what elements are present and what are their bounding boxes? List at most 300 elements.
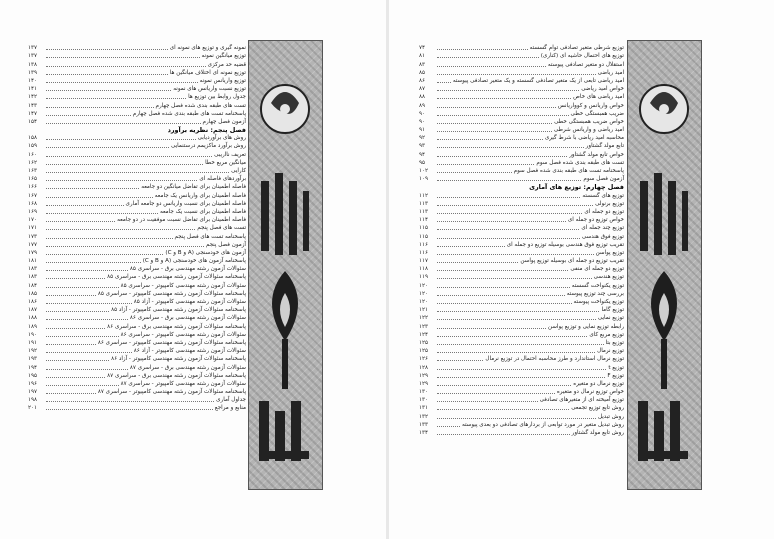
dot-leader xyxy=(437,188,527,189)
dot-leader xyxy=(437,65,546,67)
toc-entry xyxy=(28,273,246,281)
toc-entry xyxy=(28,142,246,150)
toc-entry xyxy=(28,69,246,77)
toc-entry-page-number: ۱۲۵ xyxy=(419,348,429,355)
toc-entry xyxy=(28,232,246,240)
dot-leader xyxy=(46,359,109,361)
toc-entry-page-number: ۱۶۵ xyxy=(28,176,38,183)
toc-entry-page-number: ۱۷۷ xyxy=(28,241,38,248)
toc-entry-page-number: ۸۳ xyxy=(419,61,426,68)
toc-entry-title: سئوالات آزمون رشته مهندسی کامپیوتر - سراسری ۸۵ xyxy=(120,282,246,289)
dot-leader xyxy=(46,318,128,320)
toc-entry-title: توزیع نمونه ای اختلاف میانگین ها xyxy=(169,69,246,76)
toc-entry-title: تقریب توزیع فوق هندسی بوسیله توزیع دو جمله ای xyxy=(506,241,624,248)
dot-leader xyxy=(437,277,592,279)
toc-entry xyxy=(419,388,624,396)
toc-entry xyxy=(419,150,624,158)
dot-leader xyxy=(437,253,594,255)
toc-entry-title: جدول روابط بین توزیع ها xyxy=(188,94,246,101)
dot-leader xyxy=(437,196,580,198)
toc-entry-title: پاسخنامه سئوالات آزمون رشته مهندسی برق - سراسری ۸۶ xyxy=(107,323,246,330)
toc-entry-page-number: ۱۸۴ xyxy=(28,282,38,289)
toc-entry xyxy=(28,134,246,142)
toc-entry xyxy=(28,298,246,306)
toc-entry-page-number: ۱۳۷ xyxy=(28,53,38,60)
toc-entry xyxy=(419,77,624,85)
dot-leader xyxy=(437,433,570,435)
dot-leader xyxy=(437,417,596,419)
dot-leader xyxy=(46,335,119,337)
toc-entry-page-number: ۱۱۳ xyxy=(419,208,429,215)
toc-entry-title: توزیع یکنواخت گسسته xyxy=(571,282,624,289)
toc-entry-page-number: ۱۳۰ xyxy=(419,397,429,404)
dot-leader xyxy=(46,179,197,181)
dot-leader xyxy=(46,310,109,312)
toc-entry-title: روش تابع مولد گشتاور xyxy=(571,430,624,436)
dot-leader xyxy=(46,392,96,394)
toc-entry-title: آزمون فصل چهارم xyxy=(202,118,246,125)
dot-leader xyxy=(437,228,579,230)
dot-leader xyxy=(46,56,200,58)
toc-entry xyxy=(419,69,624,77)
dot-leader xyxy=(437,335,587,337)
dot-leader xyxy=(437,56,539,58)
dot-leader xyxy=(46,220,115,222)
toc-entry-page-number: ۱۱۲ xyxy=(419,192,429,199)
toc-entry-page-number: ۱۹۱ xyxy=(28,339,38,346)
toc-entry-title: امید ریاضی تابعی از یک متغیر تصادفی گسسته و یک متغیر تصادفی پیوسته xyxy=(452,77,624,84)
toc-entry xyxy=(419,355,624,363)
toc-entry-title: پاسخنامه تست های فصل پنجم xyxy=(174,233,246,240)
toc-entry-page-number: ۱۲۰ xyxy=(419,290,429,297)
toc-entry-title: توزیع میانگین نمونه xyxy=(201,53,246,60)
dot-leader xyxy=(437,130,552,132)
toc-entry-page-number: ۸۷ xyxy=(419,86,426,93)
dot-leader xyxy=(46,351,132,353)
toc-entry-title: روش برآورد ماکزیمم درستنمایی xyxy=(170,143,246,150)
toc-entry-page-number: ۱۳۹ xyxy=(28,69,38,76)
toc-entry-title: پاسخنامه سئوالات آزمون رشته مهندسی کامپیوتر - آزاد ۸۵ xyxy=(111,307,246,314)
dot-leader xyxy=(46,204,124,206)
toc-entry-title: توزیع نرمال xyxy=(597,348,624,355)
toc-entry-page-number: ۱۸۱ xyxy=(28,258,38,265)
toc-entry xyxy=(28,110,246,118)
toc-entry-page-number: ۱۸۳ xyxy=(28,266,38,273)
toc-entry xyxy=(419,347,624,355)
toc-entry-title: سئوالات آزمون رشته مهندسی برق - سراسری ۸۶ xyxy=(129,315,246,322)
toc-entry-title: تست های فصل پنجم xyxy=(197,225,246,232)
toc-entry-title: امید ریاضی xyxy=(597,69,624,76)
dot-leader xyxy=(46,163,203,165)
toc-entry xyxy=(28,388,246,396)
dot-leader xyxy=(437,400,538,402)
dot-leader xyxy=(437,138,543,140)
toc-entry xyxy=(419,191,624,199)
toc-entry-page-number: ۱۱۳ xyxy=(419,200,429,207)
dot-leader xyxy=(46,131,166,132)
toc-entry xyxy=(419,142,624,150)
toc-entry-page-number: ۱۲۹ xyxy=(419,380,429,387)
dot-leader xyxy=(46,212,158,214)
toc-entry-page-number: ۱۸۳ xyxy=(28,274,38,281)
toc-entry-page-number: ۱۹۸ xyxy=(28,397,38,404)
dot-leader xyxy=(46,384,119,386)
dot-leader xyxy=(437,171,512,173)
toc-entry-page-number: ۹۰ xyxy=(419,110,426,117)
dot-leader xyxy=(46,294,96,296)
toc-entry-title: فاصله اطمینان برای تفاضل میانگین دو جامعه xyxy=(141,184,246,191)
toc-entry xyxy=(419,101,624,109)
toc-entry xyxy=(419,126,624,134)
dot-leader xyxy=(437,48,528,50)
toc-entry-page-number: ۱۶۰ xyxy=(28,151,38,158)
toc-entry-title: توزیع t xyxy=(608,364,624,371)
toc-entry-title: توزیع نسبت واریانس های نمونه xyxy=(173,86,246,93)
dot-leader xyxy=(46,286,119,288)
dot-leader xyxy=(437,204,593,206)
toc-entry-title: خواص واریانس و کوواریانس xyxy=(557,102,624,109)
toc-entry xyxy=(419,273,624,281)
toc-entry xyxy=(28,322,246,330)
toc-entry-page-number: ۱۹۷ xyxy=(28,389,38,396)
toc-entry xyxy=(419,85,624,93)
dot-leader xyxy=(46,171,229,173)
toc-entry xyxy=(419,372,624,380)
toc-entry xyxy=(419,110,624,118)
toc-entry-page-number: ۸۸ xyxy=(419,94,426,101)
toc-entry-page-number: ۱۲۲ xyxy=(419,315,429,322)
dot-leader xyxy=(437,286,570,288)
toc-entry-page-number: ۱۱۴ xyxy=(419,217,429,224)
toc-entry xyxy=(28,249,246,257)
toc-entry-page-number: ۱۹۰ xyxy=(28,331,38,338)
toc-entry-page-number: ۱۱۵ xyxy=(419,225,429,232)
toc-entry-title: توزیع نرمال استاندارد و طرز محاسبه احتمال در توزیع نرمال xyxy=(485,356,624,363)
toc-entry xyxy=(28,52,246,60)
dot-leader xyxy=(46,196,153,198)
toc-entry xyxy=(419,208,624,216)
toc-entry xyxy=(28,380,246,388)
dot-leader xyxy=(437,245,505,247)
table-of-contents xyxy=(419,44,624,437)
dot-leader xyxy=(46,48,168,50)
dot-leader xyxy=(46,245,204,247)
toc-entry xyxy=(28,167,246,175)
dot-leader xyxy=(437,179,581,181)
toc-entry xyxy=(419,93,624,101)
toc-entry-title: آزمون فصل پنجم xyxy=(205,241,246,248)
table-of-contents xyxy=(28,44,246,412)
toc-entry xyxy=(28,281,246,289)
toc-entry-title: سئوالات آزمون رشته مهندسی برق - سراسری ۸۷ xyxy=(129,364,246,371)
toc-entry-title: توزیع چند جمله ای xyxy=(581,225,624,232)
toc-entry-title: توزیع آمیخته ای از متغیرهای تصادفی xyxy=(539,397,624,404)
toc-entry-page-number: ۹۳ xyxy=(419,143,426,150)
toc-entry-page-number: ۱۴۱ xyxy=(28,86,38,93)
toc-entry xyxy=(419,396,624,404)
toc-entry xyxy=(28,306,246,314)
toc-entry xyxy=(28,159,246,167)
dot-leader xyxy=(46,187,139,189)
toc-entry-title: پاسخنامه سئوالات آزمون رشته مهندسی کامپیوتر - سراسری ۸۶ xyxy=(97,339,246,346)
toc-entry-page-number: ۱۱۸ xyxy=(419,266,429,273)
toc-entry-title: سئوالات آزمون رشته مهندسی برق - سراسری ۸۵ xyxy=(129,266,246,273)
toc-entry xyxy=(419,363,624,371)
dot-leader xyxy=(46,327,105,329)
toc-entry xyxy=(28,241,246,249)
toc-entry-title: سئوالات آزمون رشته مهندسی کامپیوتر - آزاد ۸۵ xyxy=(133,299,246,305)
dot-leader xyxy=(437,327,546,329)
toc-entry xyxy=(28,396,246,404)
dot-leader xyxy=(46,89,171,91)
toc-entry xyxy=(419,159,624,167)
toc-entry xyxy=(419,290,624,298)
dot-leader xyxy=(437,392,555,394)
toc-entry-page-number: ۱۹۴ xyxy=(28,364,38,371)
toc-entry-title: فاصله اطمینان برای نسبت یک جامعه xyxy=(159,208,246,215)
toc-entry-title: فصل چهارم: توزیع های آماری xyxy=(529,183,624,192)
toc-entry-page-number: ۹۵ xyxy=(419,159,426,166)
toc-entry xyxy=(28,314,246,322)
toc-entry xyxy=(419,380,624,388)
toc-entry-title: توزیع پواسن xyxy=(595,249,624,256)
toc-entry xyxy=(419,167,624,175)
toc-entry xyxy=(28,216,246,224)
toc-entry-page-number: ۱۹۵ xyxy=(28,372,38,379)
dot-leader xyxy=(46,237,173,239)
toc-entry-title: بررسی چند توزیع پیوسته xyxy=(566,290,624,297)
dot-leader xyxy=(437,163,534,165)
toc-entry xyxy=(28,331,246,339)
toc-entry-page-number: ۱۴۲ xyxy=(28,94,38,101)
dot-leader xyxy=(437,261,518,263)
toc-entry-page-number: ۱۳۴ xyxy=(419,430,429,436)
toc-entry xyxy=(419,281,624,289)
toc-entry-page-number: ۱۲۶ xyxy=(419,356,429,363)
dot-leader xyxy=(46,376,105,378)
toc-entry xyxy=(28,339,246,347)
toc-entry xyxy=(28,347,246,355)
toc-entry xyxy=(419,175,624,183)
toc-entry-title: توزیع گاما xyxy=(601,307,624,314)
toc-entry-page-number: ۸۶ xyxy=(419,77,426,84)
toc-entry-title: پاسخنامه سئوالات آزمون رشته مهندسی برق - سراسری ۸۷ xyxy=(107,372,246,379)
dot-leader xyxy=(437,212,582,214)
toc-entry-page-number: ۲۰۱ xyxy=(28,405,38,412)
dot-leader xyxy=(437,425,460,427)
toc-entry xyxy=(28,85,246,93)
dot-leader xyxy=(46,114,131,116)
dot-leader xyxy=(437,408,569,410)
toc-entry-page-number: ۱۱۶ xyxy=(419,241,429,248)
dot-leader xyxy=(46,81,198,83)
dot-leader xyxy=(437,73,596,75)
toc-entry xyxy=(419,52,624,60)
toc-entry xyxy=(28,355,246,363)
toc-entry-title: فاصله اطمینان برای تفاضل نسبت موفقیت در دو جامعه xyxy=(117,217,246,224)
toc-entry-page-number: ۱۲۱ xyxy=(419,307,429,314)
dot-leader xyxy=(437,359,483,361)
dot-leader xyxy=(46,277,105,279)
toc-entry-page-number: ۱۲۰ xyxy=(419,282,429,289)
toc-entry-page-number: ۱۳۰ xyxy=(419,389,429,396)
toc-entry-page-number: ۱۷۳ xyxy=(28,233,38,240)
toc-entry-page-number: ۱۶۸ xyxy=(28,200,38,207)
toc-entry-page-number: ۱۹۲ xyxy=(28,348,38,355)
dot-leader xyxy=(437,237,580,239)
toc-entry xyxy=(419,421,624,429)
toc-entry-title: تقریب توزیع دو جمله ای بوسیله توزیع پواسن xyxy=(520,258,624,265)
toc-entry-page-number: ۱۱۵ xyxy=(419,233,429,240)
toc-entry-title: توزیع برنولی xyxy=(595,200,624,207)
toc-entry-page-number: ۱۶۶ xyxy=(28,184,38,191)
dot-leader xyxy=(46,228,195,230)
toc-entry-page-number: ۱۶۷ xyxy=(28,192,38,199)
toc-entry-page-number: ۹۲ xyxy=(419,135,426,142)
left-page xyxy=(0,0,386,539)
toc-entry-title: فصل پنجم: نظریه برآورد xyxy=(167,126,246,135)
toc-entry-page-number: ۱۰۹ xyxy=(419,176,429,183)
toc-entry-page-number: ۸۱ xyxy=(419,53,426,60)
toc-entry-title: توزیع F xyxy=(607,372,624,379)
toc-entry-page-number: ۱۸۷ xyxy=(28,307,38,314)
toc-entry xyxy=(419,298,624,306)
toc-entry xyxy=(419,339,624,347)
toc-entry xyxy=(28,150,246,158)
toc-entry xyxy=(419,134,624,142)
toc-entry-page-number: ۱۲۹ xyxy=(419,372,429,379)
toc-entry-page-number: ۱۹۶ xyxy=(28,380,38,387)
toc-entry-page-number: ۱۷۹ xyxy=(28,249,38,256)
toc-entry-title: خواص توزیع نرمال دو متغیره xyxy=(556,389,624,396)
toc-entry-title: توزیع شرطی متغیر تصادفی توام گسسته xyxy=(529,45,624,52)
toc-entry xyxy=(419,44,624,52)
toc-entry-page-number: ۷۴ xyxy=(419,45,426,52)
toc-entry xyxy=(419,224,624,232)
dot-leader xyxy=(437,81,451,83)
toc-entry xyxy=(28,118,246,126)
toc-entry xyxy=(419,331,624,339)
toc-entry-title: تابع مولد گشتاور xyxy=(585,143,624,150)
dot-leader xyxy=(46,261,141,263)
toc-entry xyxy=(28,290,246,298)
publisher-logo-banner xyxy=(248,40,323,490)
toc-entry xyxy=(419,241,624,249)
toc-entry xyxy=(28,175,246,183)
dot-leader xyxy=(46,65,206,67)
dot-leader xyxy=(437,89,579,91)
toc-entry-page-number: ۱۷۰ xyxy=(28,217,38,224)
toc-entry-title: ضریب همبستگی خطی xyxy=(570,110,624,117)
toc-entry-page-number: ۱۲۵ xyxy=(419,339,429,346)
toc-entry-title: میانگین مربع خطا xyxy=(205,159,246,166)
toc-entry-page-number: ۱۵۹ xyxy=(28,143,38,150)
toc-entry xyxy=(419,118,624,126)
toc-entry-page-number: ۱۱۶ xyxy=(419,249,429,256)
dot-leader xyxy=(46,97,186,99)
dot-leader xyxy=(437,343,604,345)
toc-entry-title: امید ریاضی و واریانس شرطی xyxy=(553,127,624,134)
dot-leader xyxy=(437,220,566,222)
toc-entry-title: توزیع دو جمله ای xyxy=(584,208,624,215)
toc-entry-page-number: ۱۶۳ xyxy=(28,168,38,174)
toc-entry-page-number: ۱۶۹ xyxy=(28,208,38,215)
toc-entry-page-number: ۱۵۸ xyxy=(28,135,38,142)
toc-entry-page-number: ۱۳۲ xyxy=(419,413,429,420)
toc-entry-title: توزیع های احتمال حاشیه ای (کناری) xyxy=(540,53,624,60)
toc-entry-title: فاصله اطمینان برای نسبت واریانس دو جامعه آماری xyxy=(125,200,246,207)
toc-entry-title: توزیع نمایی xyxy=(597,315,624,322)
dot-leader xyxy=(46,253,163,255)
toc-entry xyxy=(419,404,624,412)
toc-entry-title: پاسخنامه تست های طبقه بندی شده فصل سوم xyxy=(513,168,624,174)
toc-entry-page-number: ۱۳۷ xyxy=(28,45,38,52)
dot-leader xyxy=(437,318,596,320)
toc-entry-title: پاسخنامه سئوالات آزمون رشته مهندسی برق - سراسری ۸۵ xyxy=(107,274,246,281)
toc-entry-title: تعریف نااریبی xyxy=(214,151,246,158)
dot-leader xyxy=(46,302,132,304)
toc-entry-title: پاسخنامه تست های طبقه بندی شده فصل چهارم xyxy=(132,110,246,117)
toc-entry xyxy=(419,429,624,437)
toc-entry-page-number: ۱۸۸ xyxy=(28,315,38,322)
toc-entry-title: خواص توزیع دو جمله ای xyxy=(567,217,624,224)
dot-leader xyxy=(46,73,168,75)
toc-entry-title: توزیع مربع کای xyxy=(589,331,624,338)
toc-entry-title: توزیع فوق هندسی xyxy=(581,233,624,240)
toc-entry-page-number: ۹۴ xyxy=(419,151,426,158)
toc-entry-title: جداول آماری xyxy=(216,397,246,404)
toc-entry-title: امید ریاضی های خاص xyxy=(573,94,624,101)
toc-entry-title: پاسخنامه آزمون های خودسنجی (A و B و C) xyxy=(142,258,246,265)
toc-entry-page-number: ۱۴۳ xyxy=(28,102,38,109)
toc-entry-page-number: ۱۱۹ xyxy=(419,274,429,281)
toc-entry-title: استقلال دو متغیر تصادفی پیوسته xyxy=(547,61,624,68)
dot-leader xyxy=(46,269,128,271)
toc-entry-title: خواص امید ریاضی xyxy=(581,86,624,93)
toc-entry-page-number: ۱۳۸ xyxy=(28,61,38,68)
toc-entry-page-number: ۱۲۸ xyxy=(419,364,429,371)
dot-leader xyxy=(46,400,214,402)
toc-entry-title: روش تبدیل متغیر در مورد توابعی از بردارهای تصادفی دو بعدی پیوسته xyxy=(462,421,624,428)
toc-entry-title: توزیع واریانس نمونه xyxy=(199,77,246,84)
toc-entry-page-number: ۱۲۳ xyxy=(419,323,429,330)
toc-entry xyxy=(419,60,624,68)
toc-entry-page-number: ۱۰۲ xyxy=(419,168,429,174)
toc-entry xyxy=(28,372,246,380)
dot-leader xyxy=(437,376,605,378)
toc-entry-title: توزیع دو جمله ای منفی xyxy=(570,266,624,273)
toc-entry xyxy=(419,257,624,265)
toc-entry-page-number: ۱۷۱ xyxy=(28,225,38,232)
toc-entry-title: توزیع بتا xyxy=(605,339,624,346)
dot-leader xyxy=(46,368,128,370)
toc-entry-title: روش تابع توزیع تجمعی xyxy=(571,405,624,412)
toc-entry-page-number: ۸۵ xyxy=(419,69,426,76)
toc-entry-page-number: ۱۳۳ xyxy=(419,421,429,428)
toc-entry-title: توزیع های گسسته xyxy=(582,192,624,199)
toc-entry-page-number: ۱۲۴ xyxy=(419,331,429,338)
toc-entry-page-number: ۹۰ xyxy=(419,118,426,125)
dot-leader xyxy=(437,310,599,312)
toc-entry xyxy=(419,232,624,240)
toc-entry-title: سئوالات آزمون رشته مهندسی کامپیوتر - سراسری ۸۷ xyxy=(120,380,246,387)
chapter-heading xyxy=(28,126,246,134)
dot-leader xyxy=(437,368,606,370)
toc-entry-title: نمونه گیری و توزیع های نمونه ای xyxy=(169,45,246,52)
toc-entry-title: روش های برآوردیابی xyxy=(197,135,246,142)
toc-entry xyxy=(28,200,246,208)
toc-entry-title: خواص ضریب همبستگی خطی xyxy=(554,118,624,125)
